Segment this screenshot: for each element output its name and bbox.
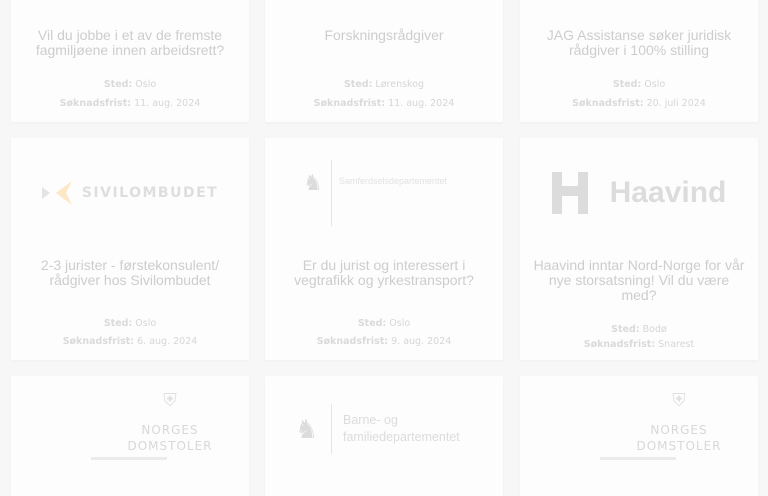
value: Lørenskog <box>375 79 425 90</box>
logo-text: Barne- og <box>343 413 398 427</box>
job-deadline <box>520 98 758 109</box>
logo-text: Haavind <box>609 176 727 209</box>
job-card[interactable] <box>520 138 758 360</box>
label: Sted: <box>357 318 387 329</box>
label: Søknadsfrist: <box>313 98 386 109</box>
divider <box>331 160 332 226</box>
norges-domstoler-logo <box>91 390 249 460</box>
value: Oslo <box>135 79 157 90</box>
divider <box>600 457 676 460</box>
value: 11. aug. 2024 <box>388 98 455 109</box>
job-deadline <box>11 98 249 109</box>
logo-text: NORGES <box>650 423 708 437</box>
label: Sted: <box>103 318 133 329</box>
job-deadline <box>11 336 249 347</box>
value: 11. aug. 2024 <box>134 98 201 109</box>
label: Søknadsfrist: <box>62 336 135 347</box>
job-location <box>520 324 758 335</box>
lion-crest-icon: ♞ <box>295 414 319 444</box>
divider <box>331 404 332 454</box>
lion-crest-icon: ♞ <box>303 170 323 195</box>
job-title[interactable]: Haavind inntar Nord-Norge for vår nye storsatsning! Vil du være med? <box>533 257 745 303</box>
job-title[interactable]: Er du jurist og interessert i vegtrafikk og yrkestransport? <box>294 257 474 288</box>
sivilombudet-logo <box>11 138 249 248</box>
job-title[interactable]: Vil du jobbe i et av de fremste fagmiljøene innen arbeidsrett? <box>35 27 225 58</box>
value: 6. aug. 2024 <box>137 336 198 347</box>
haavind-mark-icon <box>552 172 588 214</box>
logo-text: DOMSTOLER <box>636 439 722 453</box>
job-card[interactable] <box>11 138 249 360</box>
job-location <box>520 79 758 90</box>
value: Oslo <box>644 79 666 90</box>
logo-text: SIVILOMBUDET <box>81 185 219 201</box>
job-card[interactable] <box>265 138 503 360</box>
job-deadline <box>265 336 503 347</box>
job-title[interactable]: Forskningsrådgiver <box>324 27 444 43</box>
value: 9. aug. 2024 <box>391 336 452 347</box>
label: Sted: <box>612 79 642 90</box>
job-card[interactable] <box>265 376 503 496</box>
job-location <box>265 79 503 90</box>
label: Søknadsfrist: <box>572 98 644 109</box>
label: Sted: <box>611 324 640 335</box>
value: Bodø <box>642 324 667 335</box>
logo-text: familiedepartementet <box>343 430 460 444</box>
value: Snarest <box>658 339 695 350</box>
logo-text: Samferdselsdepartementet <box>339 176 448 186</box>
label: Søknadsfrist: <box>316 336 389 347</box>
coat-of-arms-icon: ⛨ <box>163 390 177 410</box>
job-card[interactable] <box>11 376 249 496</box>
logo-text: NORGES <box>141 423 199 437</box>
job-title[interactable]: 2-3 jurister - førstekonsulent/ rådgiver hos Sivilombudet <box>40 257 220 288</box>
job-location <box>11 318 249 329</box>
job-location <box>11 79 249 90</box>
job-location <box>265 318 503 329</box>
value: Oslo <box>135 318 157 329</box>
job-deadline <box>520 339 758 350</box>
norges-domstoler-logo <box>600 390 758 460</box>
value: Oslo <box>389 318 411 329</box>
samferdsel-logo <box>265 160 503 226</box>
bfd-logo <box>265 404 503 454</box>
sivilombudet-mark-icon <box>42 181 76 205</box>
divider <box>91 457 167 460</box>
label: Sted: <box>103 79 133 90</box>
job-deadline <box>265 98 503 109</box>
job-card[interactable] <box>265 0 503 122</box>
job-card[interactable] <box>520 376 758 496</box>
coat-of-arms-icon: ⛨ <box>672 390 686 410</box>
job-card[interactable] <box>11 0 249 122</box>
job-title[interactable]: JAG Assistanse søker juridisk rådgiver i 100% stilling <box>546 27 732 58</box>
job-card[interactable] <box>520 0 758 122</box>
haavind-logo <box>520 138 758 248</box>
label: Søknadsfrist: <box>59 98 132 109</box>
value: 20. juli 2024 <box>646 98 706 109</box>
label: Sted: <box>343 79 373 90</box>
label: Søknadsfrist: <box>583 339 656 350</box>
logo-text: DOMSTOLER <box>127 439 213 453</box>
